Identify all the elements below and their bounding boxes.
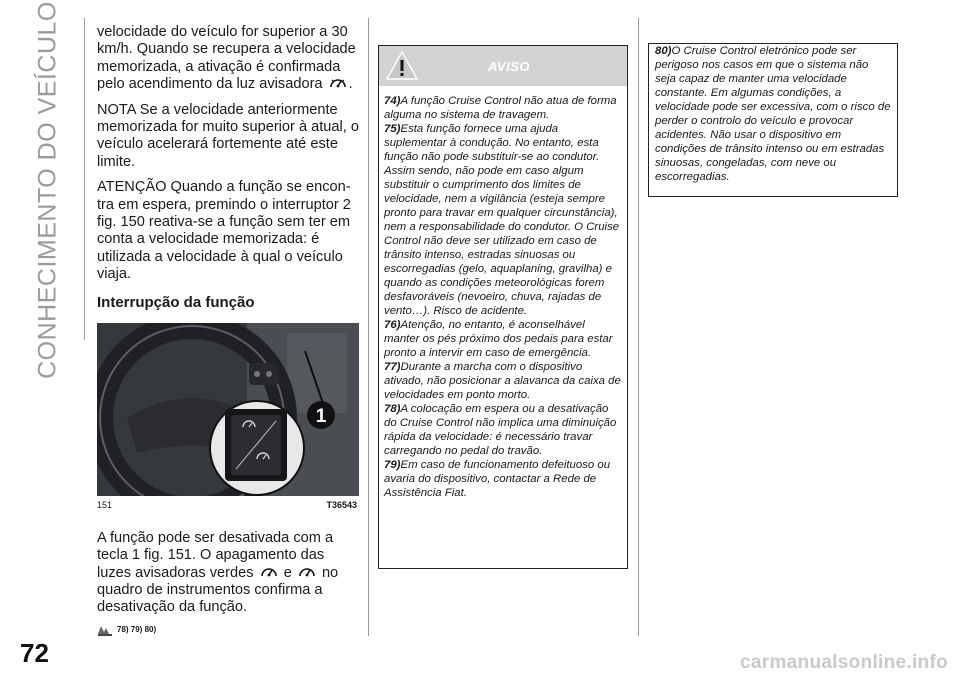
warning-item: 74)A função Cruise Control não atua de forma alguma no sistema de travagem. (384, 95, 617, 121)
speedometer-icon (260, 565, 278, 579)
figure-caption (97, 496, 359, 518)
paragraph-desativacao: A função pode ser desativada com a tecla 1 fig. 151. O apagamento das luzes avisadoras verdes e no quadro de instrumentos confirma a desativação da função. (97, 529, 339, 616)
section-heading: Interrupção da função (97, 293, 255, 311)
warning-item: 77)Durante a marcha com o dispositivo ativado, não posicionar a alavanca da caixa de velocidades em ponto morto. (384, 361, 621, 401)
warning-header (379, 46, 627, 86)
paragraph-nota: NOTA Se a velocidade anteriormente memorizada for muito superior à atual, o veículo acelerará fortemente até este limite. (97, 101, 359, 170)
warning-item: 78)A colocação em espera ou a desativação do Cruise Control não implica uma diminuição rápida da velocidade: é necessário travar carregando no pedal do travão. (384, 403, 617, 457)
section-title: CONHECIMENTO DO VEÍCULO (33, 1, 62, 379)
figure-code: T36543 (326, 499, 357, 510)
steering-wheel-illustration (97, 323, 359, 496)
figure-steering-wheel (97, 323, 359, 496)
speedometer-icon (298, 565, 316, 579)
figure-number: 151 (97, 499, 113, 510)
speedometer-icon (329, 76, 347, 90)
watermark: carmanualsonline.info (740, 652, 948, 673)
page-number: 72 (20, 638, 49, 668)
warning-item: 75)Esta função fornece uma ajuda suplementar à condução. No entanto, esta função não pode substituir-se ao condutor. Assim sendo, não pode em caso algum substituir o cumprimento dos limites de velocidade, nem a vigilância (esteja sempre pronto para travar em qualquer circunstância), nem a responsabilidade do condutor. O Cruise Control não deve ser utilizado em caso de trânsito intenso, estradas sinuosas ou escorregadias (gelo, aquaplaning, gravilha) e quando as condições meteorológicas forem desfavoráveis (nevoeiro, chuva, rajadas de vento…). Risco de acidente. (384, 123, 620, 317)
warning-title: AVISO (488, 59, 530, 74)
column-divider-2 (638, 18, 639, 636)
section-title-vertical (18, 1, 78, 379)
warning-item: 76)Atenção, no entanto, é aconselhável manter os pés próximo dos pedais para estar pronto a intervir em caso de emergência. (384, 319, 613, 359)
warning-continuation-box (648, 43, 898, 197)
paragraph-atencao: ATENÇÃO Quando a função se encon-tra em espera, premindo o interruptor 2 fig. 150 reativa-se a função sem ter em conta a velocidade memorizada: é utilizada a velocidade à qual o veículo viaja. (97, 179, 351, 283)
sidebar-divider (84, 18, 85, 340)
warning-body (379, 86, 627, 500)
notes-reference: 78) 79) 80) (97, 623, 359, 636)
paragraph-1: velocidade do veículo for superior a 30 km/h. Quando se recupera a velocidade memorizada, a ativação é confirmada pelo acendimento da luz avisadora . (97, 24, 356, 93)
warning-box (378, 45, 628, 569)
callout-number: 1 (315, 405, 327, 427)
main-column (97, 24, 359, 636)
hand-notes-icon (97, 623, 113, 636)
column-divider-1 (368, 18, 369, 636)
warning-item: 80)O Cruise Control eletrónico pode ser perigoso nos casos em que o sistema não seja capaz de manter uma velocidade constante. Em algumas condições, a velocidade pode ser excessiva, com o risco de perder o controlo do veículo e provocar acidentes. Não usar o dispositivo em condições de trânsito intenso ou em estradas sinuosas, congeladas, com neve ou escorregadias. (655, 45, 891, 183)
warning-item: 79)Em caso de funcionamento defeituoso ou avaria do dispositivo, contactar a Rede de Assistência Fiat. (384, 459, 611, 499)
